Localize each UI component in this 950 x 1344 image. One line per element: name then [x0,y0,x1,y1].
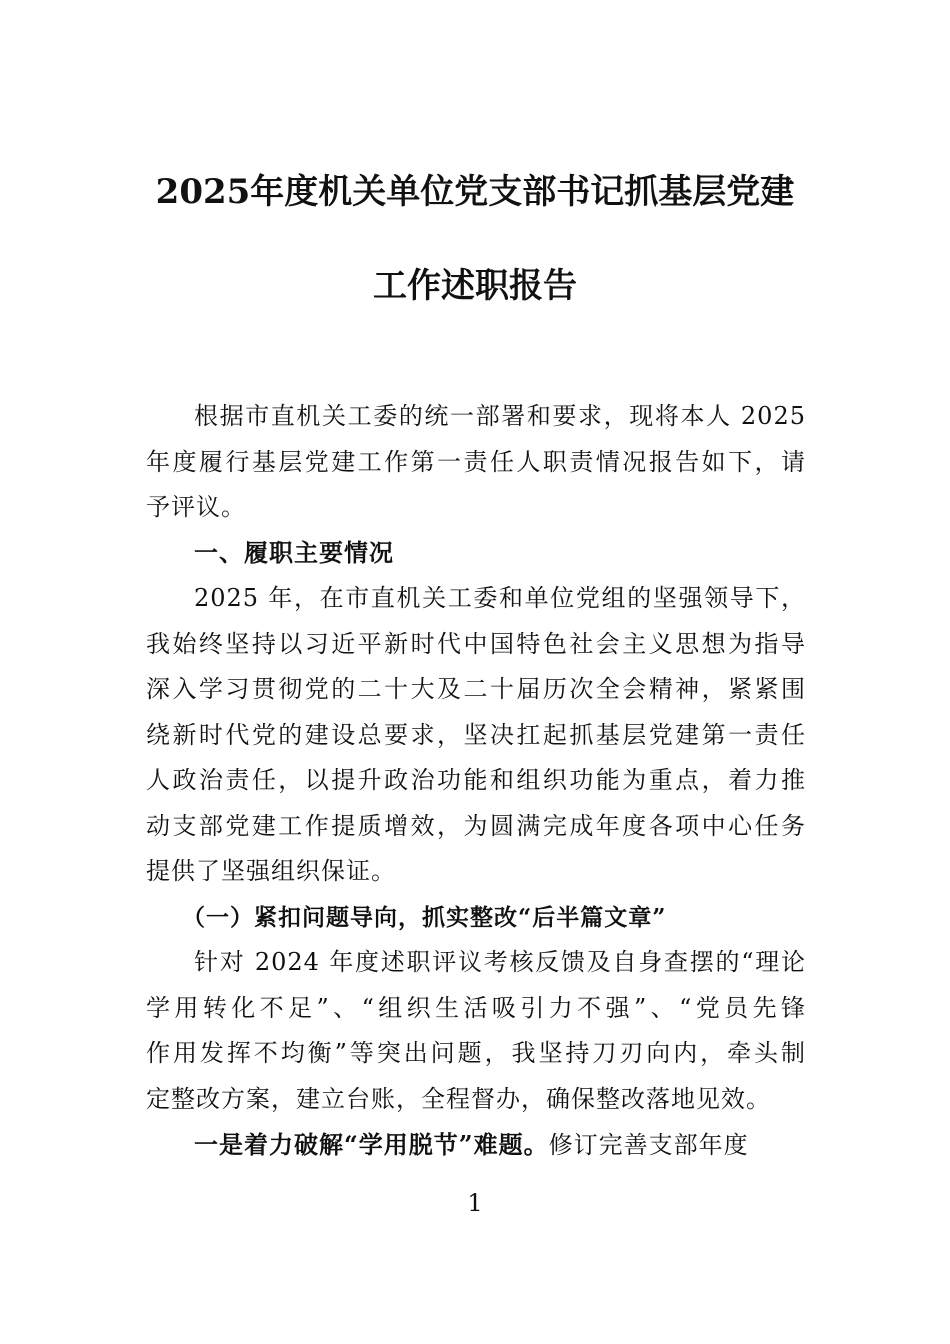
paragraph-line: 人政治责任，以提升政治功能和组织功能为重点，着力推 [146,766,806,794]
paragraph-line: 我始终坚持以习近平新时代中国特色社会主义思想为指导 [146,629,806,658]
paragraph-line: 动支部党建工作提质增效，为圆满完成年度各项中心任务 [146,811,806,840]
document-body [146,394,806,1168]
point-lead-rest: 修订完善支部年度 [548,1131,749,1159]
section-heading: 一、履职主要情况 [194,538,394,567]
paragraph-line: 针对 2024 年度述职评议考核反馈及自身查摆的“理论 [194,948,806,976]
point-line [146,1122,806,1168]
intro-line: 年度履行基层党建工作第一责任人职责情况报告如下，请 [146,447,806,476]
intro-line: 根据市直机关工委的统一部署和要求，现将本人 2025 [194,402,806,430]
point-lead-bold: 一是着力破解“学用脱节”难题。 [194,1130,549,1159]
paragraph-line: 作用发挥不均衡”等突出问题，我坚持刀刃向内，牵头制 [146,1039,806,1067]
paragraph-line: 深入学习贯彻党的二十大及二十届历次全会精神，紧紧围 [146,675,806,703]
page-number: 1 [467,1189,483,1217]
paragraph-line: 学用转化不足”、“组织生活吸引力不强”、“党员先锋 [146,993,806,1022]
document-title-line-1: 2025年度机关单位党支部书记抓基层党建 [155,172,795,212]
paragraph-line: 定整改方案，建立台账，全程督办，确保整改落地见效。 [146,1084,771,1113]
document-title-line-2: 工作述职报告 [373,266,577,306]
paragraph-line: 2025 年，在市直机关工委和单位党组的坚强领导下， [194,584,806,612]
subsection-heading: （一）紧扣问题导向，抓实整改“后半篇文章” [182,903,667,931]
intro-line: 予评议。 [146,493,246,521]
paragraph-line: 绕新时代党的建设总要求，坚决扛起抓基层党建第一责任 [146,720,806,749]
paragraph-line: 提供了坚强组织保证。 [146,857,396,885]
